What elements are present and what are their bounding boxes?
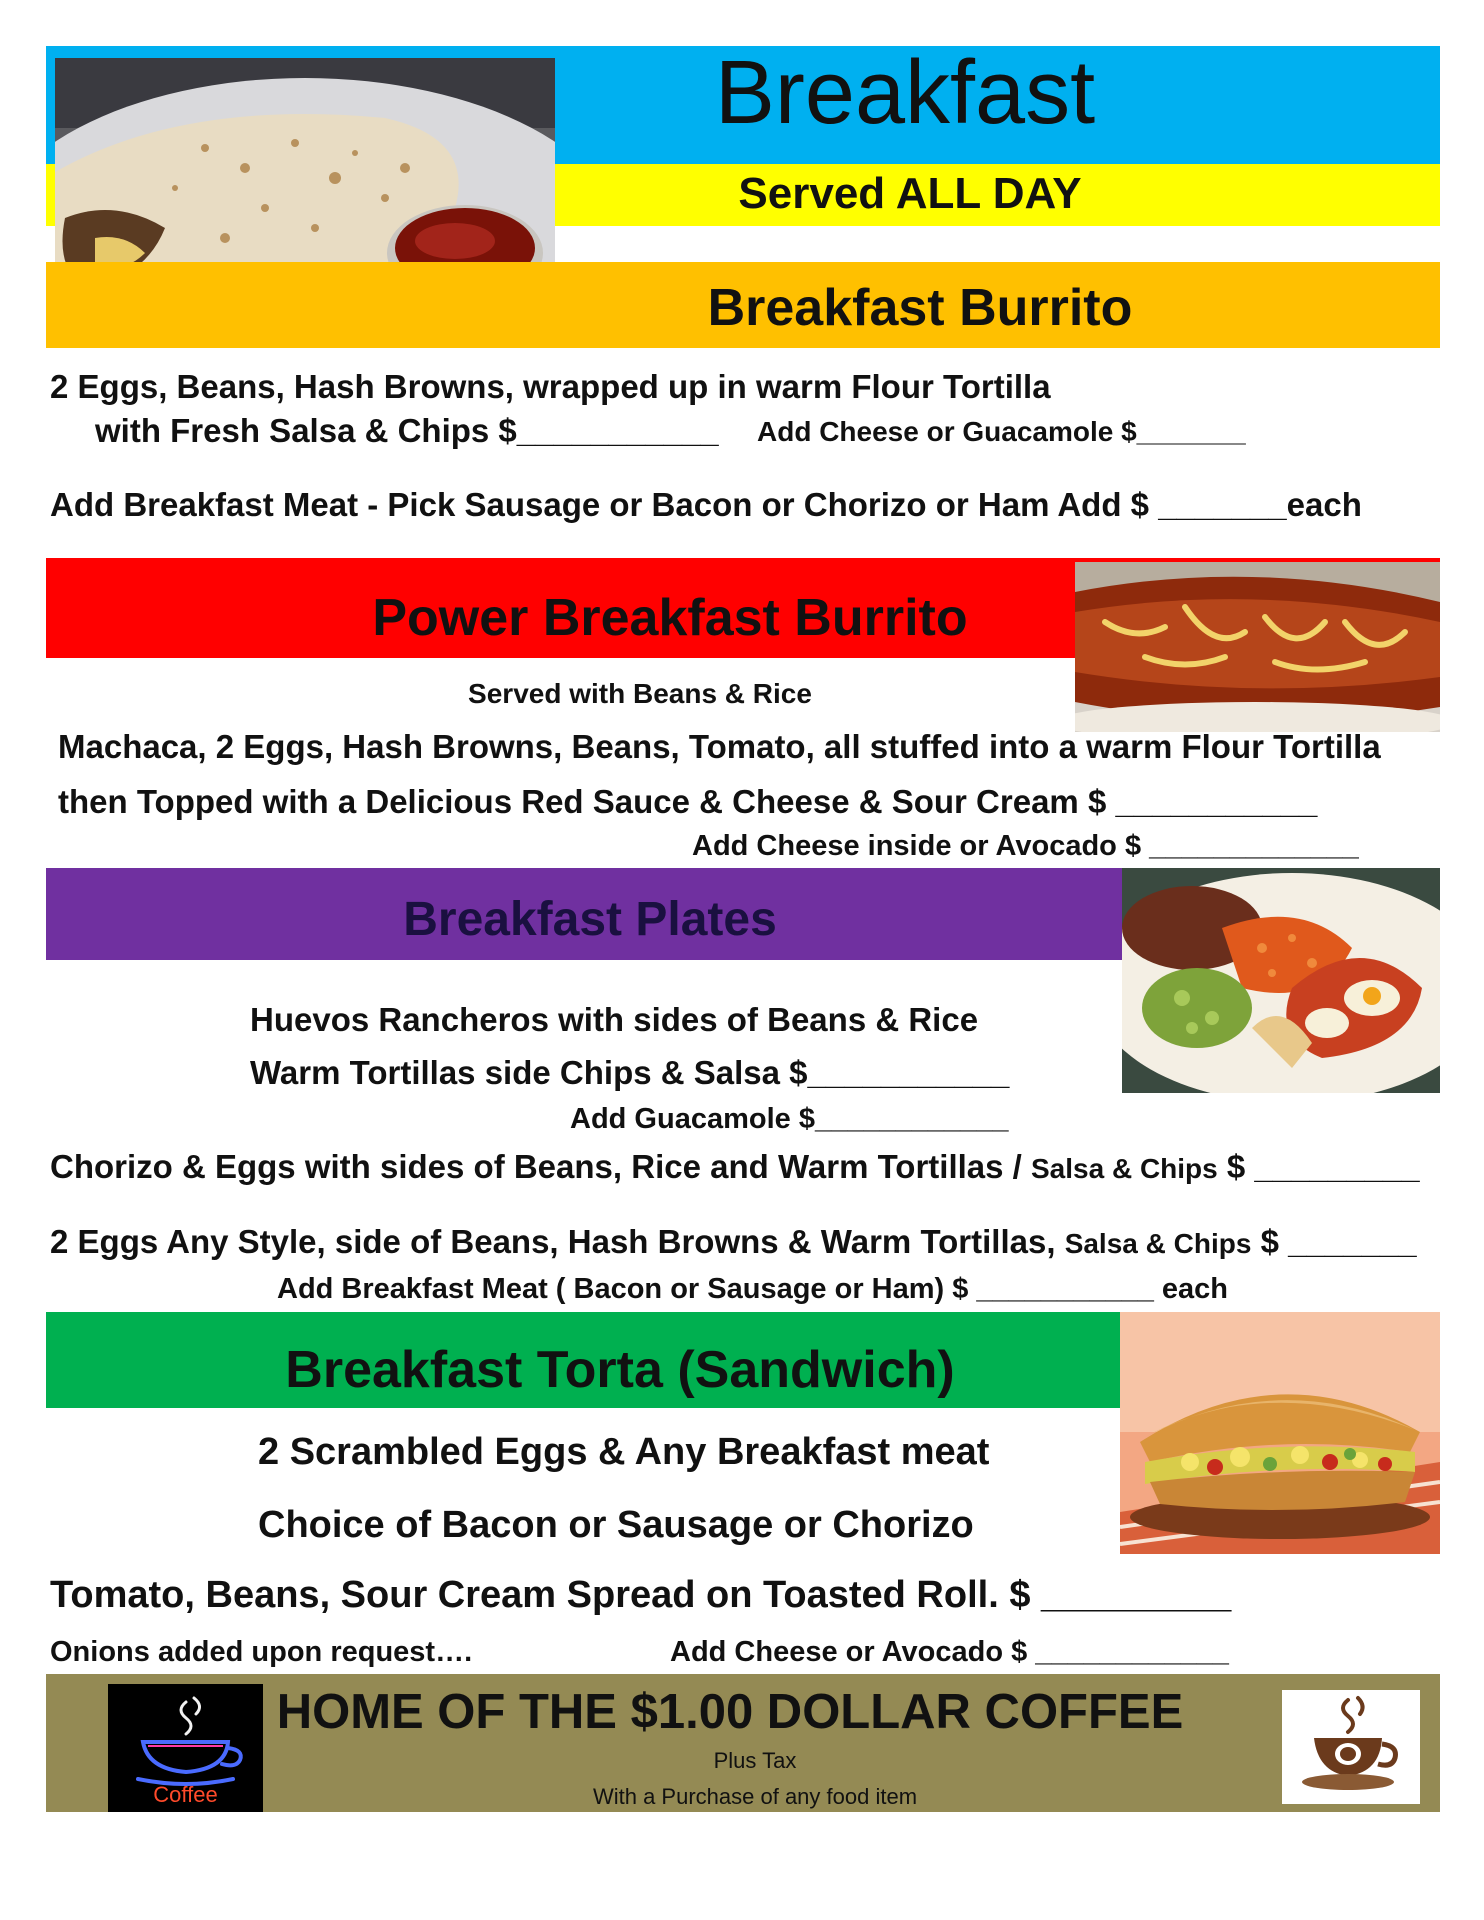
- burrito-meat: Add Breakfast Meat - Pick Sausage or Bacon or Chorizo or Ham Add $ _______each: [50, 486, 1362, 523]
- burrito-line2: with Fresh Salsa & Chips $___________: [95, 412, 719, 449]
- coffee-purchase-note: With a Purchase of any food item: [592, 1784, 918, 1809]
- burrito-line1: 2 Eggs, Beans, Hash Browns, wrapped up in warm Flour Tortilla: [50, 368, 1051, 405]
- power-burrito-photo: [1075, 562, 1440, 732]
- rancheros-line2: Warm Tortillas side Chips & Salsa $___________: [250, 1054, 1010, 1091]
- power-served: Served with Beans & Rice: [468, 678, 812, 709]
- neon-coffee-text: Coffee: [153, 1782, 218, 1807]
- burrito-addon: Add Cheese or Guacamole $_______: [757, 416, 1246, 447]
- chorizo-eggs-price: $ _________: [1217, 1148, 1420, 1185]
- torta-line3: Tomato, Beans, Sour Cream Spread on Toasted Roll. $ _________: [50, 1574, 1232, 1616]
- page-title: Breakfast: [714, 43, 1096, 143]
- torta-photo: [1120, 1312, 1440, 1554]
- power-addon: Add Cheese inside or Avocado $ _____________: [692, 830, 1359, 862]
- burrito-title: Breakfast Burrito: [707, 279, 1133, 337]
- torta-onions-note: Onions added upon request….: [50, 1636, 473, 1668]
- two-eggs-line: [50, 1225, 1417, 1258]
- torta-title: Breakfast Torta (Sandwich): [285, 1341, 955, 1399]
- neon-coffee-sign: [108, 1684, 263, 1812]
- torta-line2: Choice of Bacon or Sausage or Chorizo: [258, 1504, 974, 1546]
- two-eggs-main: 2 Eggs Any Style, side of Beans, Hash Browns & Warm Tortillas,: [50, 1223, 1065, 1260]
- plates-title: Breakfast Plates: [403, 893, 777, 946]
- power-line2: then Topped with a Delicious Red Sauce & Cheese & Sour Cream $ ___________: [58, 783, 1318, 820]
- coffee-cup-logo: [1282, 1690, 1420, 1804]
- two-eggs-price: $ _______: [1251, 1223, 1417, 1260]
- coffee-plus-tax: Plus Tax: [713, 1748, 797, 1773]
- served-all-day: Served ALL DAY: [738, 169, 1082, 218]
- power-line1: Machaca, 2 Eggs, Hash Browns, Beans, Tomato, all stuffed into a warm Flour Tortilla: [58, 728, 1381, 765]
- plates-meat-addon: Add Breakfast Meat ( Bacon or Sausage or Ham) $ ___________ each: [277, 1273, 1228, 1305]
- chorizo-eggs-main: Chorizo & Eggs with sides of Beans, Rice and Warm Tortillas /: [50, 1148, 1031, 1185]
- chorizo-eggs-salsa: Salsa & Chips: [1031, 1153, 1218, 1184]
- torta-addon: Add Cheese or Avocado $ ____________: [670, 1636, 1229, 1668]
- chorizo-eggs-line: [50, 1150, 1420, 1183]
- plates-guac-addon: Add Guacamole $____________: [570, 1103, 1009, 1135]
- coffee-cup-icon: [1282, 1690, 1420, 1804]
- plates-photo: [1122, 868, 1440, 1093]
- coffee-headline: HOME OF THE $1.00 DOLLAR COFFEE: [276, 1685, 1184, 1739]
- rancheros-line1: Huevos Rancheros with sides of Beans & Rice: [250, 1001, 979, 1038]
- two-eggs-salsa: Salsa & Chips: [1064, 1228, 1252, 1259]
- power-title: Power Breakfast Burrito: [372, 589, 968, 647]
- torta-line1: 2 Scrambled Eggs & Any Breakfast meat: [258, 1431, 990, 1473]
